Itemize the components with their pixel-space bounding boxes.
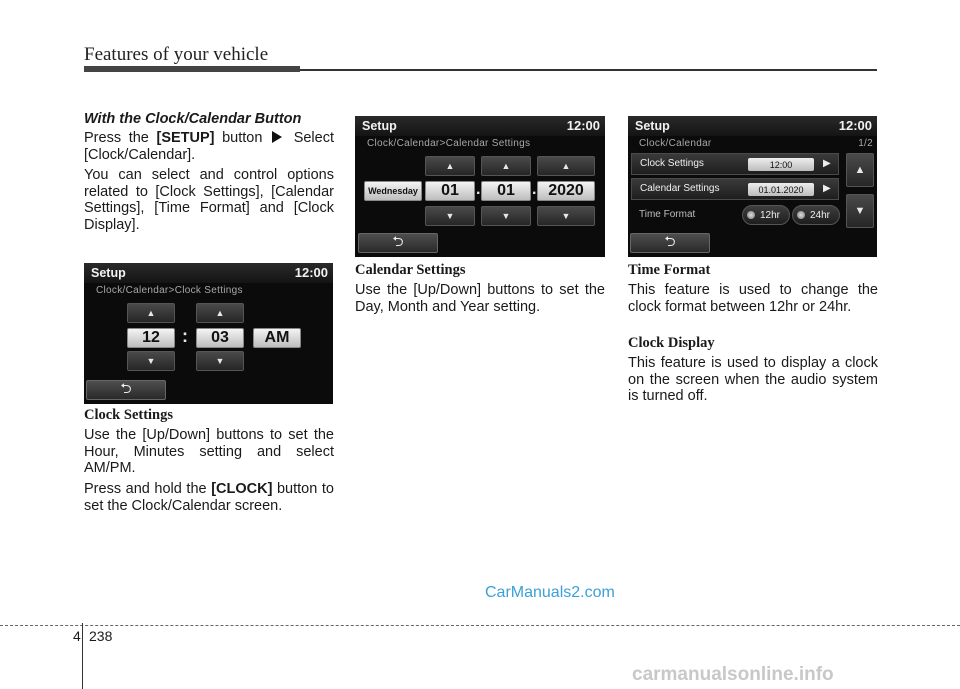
section-title-clock-display: Clock Display (628, 335, 715, 351)
watermark-text: carmanualsonline.info (632, 664, 834, 685)
time-format-24hr-radio[interactable] (792, 205, 840, 225)
screen-time: 12:00 (566, 118, 600, 133)
breadcrumb: Clock/Calendar>Calendar Settings (367, 138, 531, 149)
paragraph-setup (84, 130, 334, 163)
radio-dot-icon (797, 211, 805, 219)
day-down-button[interactable] (425, 206, 475, 226)
radio-label: 12hr (760, 209, 781, 221)
text-span: button to set the Clock/Calendar screen. (84, 481, 334, 514)
clock-key-label: [CLOCK] (211, 481, 273, 497)
page-indicator: 1/2 (858, 138, 873, 149)
triangle-down-icon: ▼ (501, 211, 511, 221)
row-label: Calendar Settings (640, 183, 720, 194)
triangle-up-icon: ▲ (445, 161, 455, 171)
triangle-up-icon: ▲ (561, 161, 571, 171)
paragraph-calendar-settings: Use the [Up/Down] buttons to set the Day, Month and Year setting. (355, 282, 605, 315)
paragraph-options: You can select and control options related to [Clock Settings], [Calendar Settings], [Time Format] and [Clock Display]. (84, 167, 334, 233)
back-button[interactable] (86, 380, 166, 400)
clock-calendar-menu-screen (628, 116, 877, 257)
triangle-down-icon: ▼ (445, 211, 455, 221)
row-label: Clock Settings (640, 158, 704, 169)
arrow-right-icon: ▶ (823, 158, 831, 169)
hour-down-button[interactable] (127, 351, 175, 371)
calendar-settings-screen (355, 116, 605, 257)
triangle-up-icon: ▲ (146, 308, 156, 318)
text-span: button (214, 130, 271, 146)
section-title-time-format: Time Format (628, 262, 711, 278)
minute-up-button[interactable] (196, 303, 244, 323)
triangle-down-icon: ▼ (146, 356, 156, 366)
breadcrumb: Clock/Calendar (639, 138, 712, 149)
page-header-title: Features of your vehicle (84, 44, 269, 65)
triangle-up-icon: ▲ (215, 308, 225, 318)
section-heading: With the Clock/Calendar Button (84, 111, 302, 127)
year-down-button[interactable] (537, 206, 595, 226)
row-value: 01.01.2020 (748, 183, 814, 196)
screen-title: Setup (362, 119, 397, 133)
radio-dot-icon (747, 211, 755, 219)
header-bar (84, 66, 300, 72)
minute-value: 03 (196, 328, 244, 348)
back-arrow-icon: ⮌ (120, 380, 132, 396)
time-separator: : (182, 326, 188, 346)
text-span: Press the (84, 130, 157, 146)
menu-row-calendar-settings[interactable] (631, 178, 839, 200)
paragraph-clock-display: This feature is used to display a clock on the screen when the audio system is turned off. (628, 355, 878, 405)
day-up-button[interactable] (425, 156, 475, 176)
setup-key-label: [SETUP] (156, 130, 215, 146)
month-up-button[interactable] (481, 156, 531, 176)
screen-time: 12:00 (294, 265, 328, 280)
triangle-up-icon: ▲ (854, 164, 866, 176)
section-title-calendar-settings: Calendar Settings (355, 262, 466, 278)
date-separator: . (532, 181, 537, 198)
scroll-down-button[interactable] (846, 194, 874, 228)
section-number: 4 (73, 628, 81, 644)
footer-dashed-rule (0, 625, 960, 626)
back-button[interactable] (630, 233, 710, 253)
text-span: Select [Clock/Calendar]. (84, 130, 334, 163)
radio-label: 24hr (810, 209, 831, 221)
paragraph-time-format: This feature is used to change the clock format between 12hr or 24hr. (628, 282, 878, 315)
hour-up-button[interactable] (127, 303, 175, 323)
hour-value: 12 (127, 328, 175, 348)
arrow-right-icon (272, 131, 282, 143)
triangle-up-icon: ▲ (501, 161, 511, 171)
section-title-clock-settings: Clock Settings (84, 407, 174, 423)
month-down-button[interactable] (481, 206, 531, 226)
weekday-value: Wednesday (364, 181, 422, 201)
date-separator: . (476, 181, 481, 198)
page-number: 238 (89, 628, 113, 644)
triangle-down-icon: ▼ (215, 356, 225, 366)
time-format-12hr-radio[interactable] (742, 205, 790, 225)
row-value: 12:00 (748, 158, 814, 171)
paragraph-clock-button (84, 481, 334, 514)
minute-down-button[interactable] (196, 351, 244, 371)
clock-settings-screen (84, 263, 333, 404)
text-span: Press and hold the (84, 481, 212, 497)
triangle-down-icon: ▼ (561, 211, 571, 221)
time-format-label: Time Format (639, 209, 696, 220)
screen-title: Setup (635, 119, 670, 133)
month-value: 01 (481, 181, 531, 201)
header-rule (300, 69, 877, 71)
screen-title: Setup (91, 266, 126, 280)
breadcrumb: Clock/Calendar>Clock Settings (96, 285, 243, 296)
paragraph-clock-settings: Use the [Up/Down] buttons to set the Hour, Minutes setting and select AM/PM. (84, 427, 334, 477)
arrow-right-icon: ▶ (823, 183, 831, 194)
footer-vertical-rule (82, 623, 83, 689)
year-up-button[interactable] (537, 156, 595, 176)
screen-time: 12:00 (838, 118, 872, 133)
ampm-button[interactable]: AM (253, 328, 301, 348)
watermark-link[interactable]: CarManuals2.com (485, 584, 615, 601)
back-arrow-icon: ⮌ (664, 233, 676, 249)
scroll-up-button[interactable] (846, 153, 874, 187)
day-value: 01 (425, 181, 475, 201)
triangle-down-icon: ▼ (854, 205, 866, 217)
menu-row-clock-settings[interactable] (631, 153, 839, 175)
back-button[interactable] (358, 233, 438, 253)
back-arrow-icon: ⮌ (392, 233, 404, 249)
year-value: 2020 (537, 181, 595, 201)
